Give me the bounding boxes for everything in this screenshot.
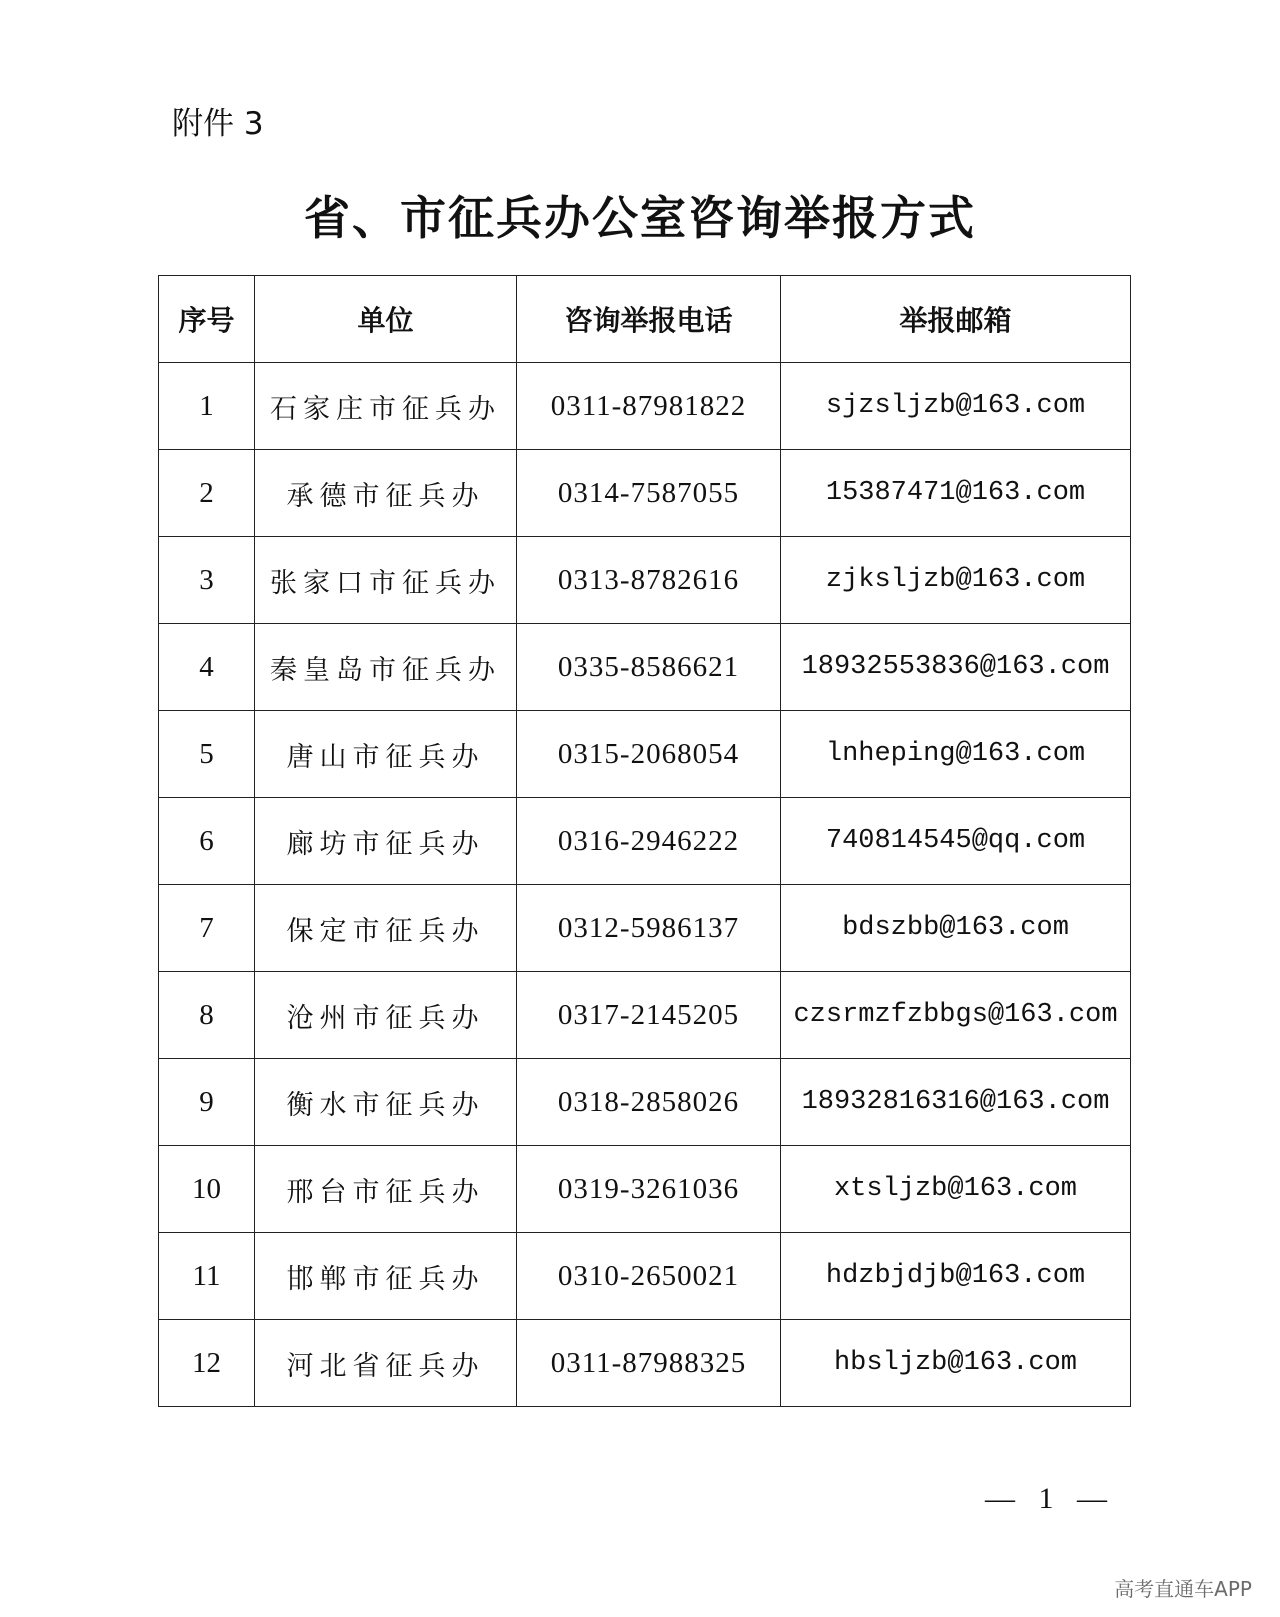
watermark-text: 高考直通车APP (1114, 1577, 1252, 1601)
row-index: 7 (159, 885, 255, 972)
row-index: 6 (159, 798, 255, 885)
row-phone: 0335-8586621 (517, 624, 781, 711)
header-index: 序号 (159, 276, 255, 363)
row-unit: 秦皇岛市征兵办 (255, 624, 517, 711)
row-unit: 沧州市征兵办 (255, 972, 517, 1059)
row-unit: 廊坊市征兵办 (255, 798, 517, 885)
header-phone: 咨询举报电话 (517, 276, 781, 363)
row-email: hdzbjdjb@163.com (781, 1233, 1131, 1320)
table-row (159, 1320, 1131, 1407)
page-number: — 1 — (985, 1482, 1115, 1515)
table-row (159, 798, 1131, 885)
table-row (159, 450, 1131, 537)
row-unit: 张家口市征兵办 (255, 537, 517, 624)
row-email: hbsljzb@163.com (781, 1320, 1131, 1407)
table-row (159, 537, 1131, 624)
row-index: 3 (159, 537, 255, 624)
row-unit: 承德市征兵办 (255, 450, 517, 537)
row-index: 8 (159, 972, 255, 1059)
contact-table (158, 275, 1131, 1407)
table-row (159, 885, 1131, 972)
row-email: 15387471@163.com (781, 450, 1131, 537)
row-email: zjksljzb@163.com (781, 537, 1131, 624)
row-index: 4 (159, 624, 255, 711)
table-header-row (159, 276, 1131, 363)
row-phone: 0311-87988325 (517, 1320, 781, 1407)
row-unit: 唐山市征兵办 (255, 711, 517, 798)
row-index: 12 (159, 1320, 255, 1407)
table-row (159, 363, 1131, 450)
row-unit: 河北省征兵办 (255, 1320, 517, 1407)
row-phone: 0311-87981822 (517, 363, 781, 450)
row-index: 9 (159, 1059, 255, 1146)
row-index: 2 (159, 450, 255, 537)
row-index: 11 (159, 1233, 255, 1320)
row-email: 740814545@qq.com (781, 798, 1131, 885)
row-index: 1 (159, 363, 255, 450)
row-phone: 0315-2068054 (517, 711, 781, 798)
row-email: bdszbb@163.com (781, 885, 1131, 972)
table-row (159, 1233, 1131, 1320)
row-index: 5 (159, 711, 255, 798)
table-row (159, 1146, 1131, 1233)
row-email: czsrmzfzbbgs@163.com (781, 972, 1131, 1059)
row-phone: 0319-3261036 (517, 1146, 781, 1233)
row-email: 18932553836@163.com (781, 624, 1131, 711)
header-email: 举报邮箱 (781, 276, 1131, 363)
row-phone: 0314-7587055 (517, 450, 781, 537)
header-unit: 单位 (255, 276, 517, 363)
table-row (159, 624, 1131, 711)
table-row (159, 711, 1131, 798)
row-phone: 0318-2858026 (517, 1059, 781, 1146)
row-unit: 衡水市征兵办 (255, 1059, 517, 1146)
row-phone: 0317-2145205 (517, 972, 781, 1059)
row-email: sjzsljzb@163.com (781, 363, 1131, 450)
row-email: xtsljzb@163.com (781, 1146, 1131, 1233)
row-index: 10 (159, 1146, 255, 1233)
row-unit: 保定市征兵办 (255, 885, 517, 972)
row-phone: 0316-2946222 (517, 798, 781, 885)
page-title: 省、市征兵办公室咨询举报方式 (304, 191, 976, 245)
table-row (159, 1059, 1131, 1146)
row-email: lnheping@163.com (781, 711, 1131, 798)
row-phone: 0310-2650021 (517, 1233, 781, 1320)
attachment-label: 附件 3 (172, 106, 264, 142)
row-unit: 石家庄市征兵办 (255, 363, 517, 450)
row-email: 18932816316@163.com (781, 1059, 1131, 1146)
row-phone: 0313-8782616 (517, 537, 781, 624)
row-unit: 邯郸市征兵办 (255, 1233, 517, 1320)
row-phone: 0312-5986137 (517, 885, 781, 972)
table-row (159, 972, 1131, 1059)
row-unit: 邢台市征兵办 (255, 1146, 517, 1233)
